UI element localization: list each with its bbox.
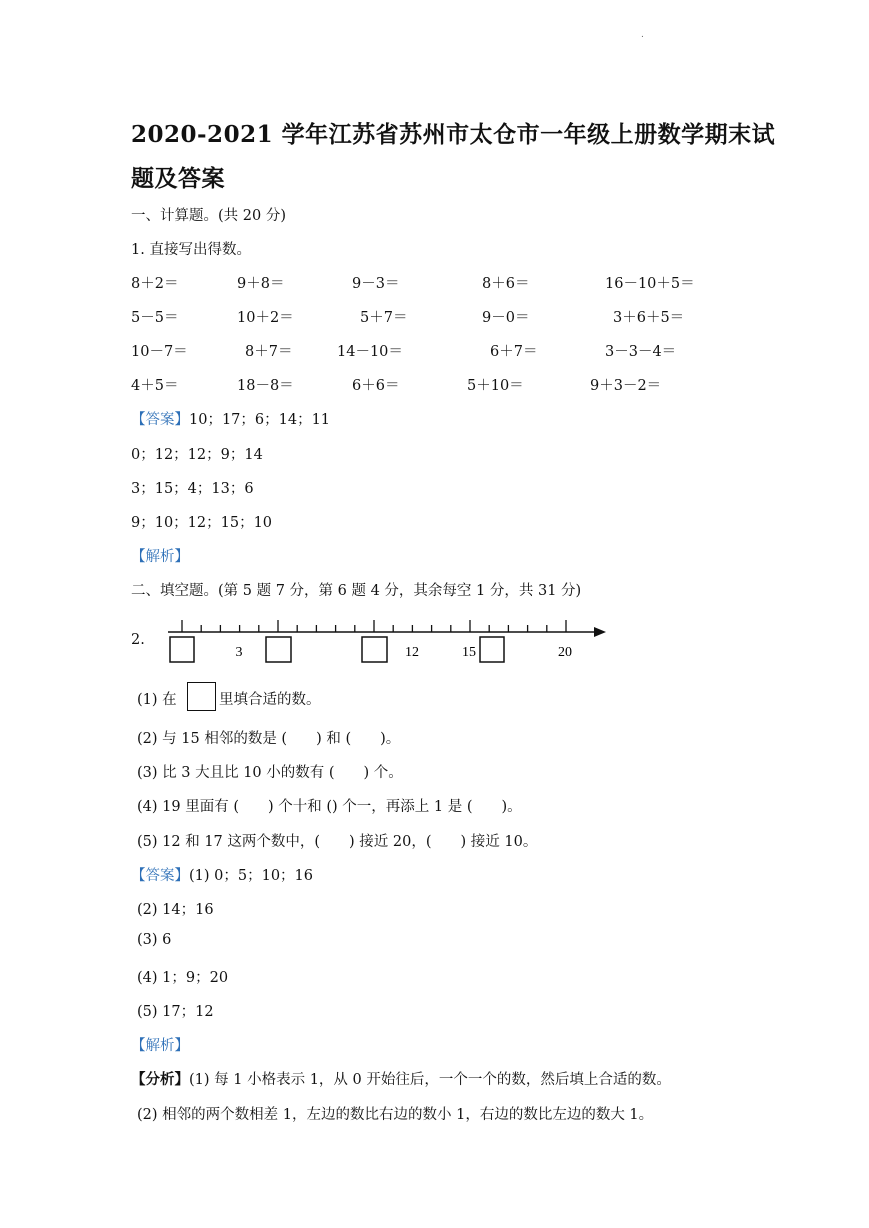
answer-2-line1 xyxy=(131,864,313,885)
analysis-tag-2: 【解析】 xyxy=(131,1038,189,1054)
answer-box xyxy=(362,637,387,662)
answer-tag: 【答案】 xyxy=(131,868,189,884)
number-line xyxy=(160,618,610,666)
calc-item: 5＋7＝ xyxy=(360,310,408,326)
calc-item: 18－8＝ xyxy=(237,378,294,394)
answer-1-line1 xyxy=(131,408,330,429)
calc-item: 9＋8＝ xyxy=(237,276,285,292)
answer-2-line3: (3) 6 xyxy=(137,932,172,948)
calc-item: 3－3－4＝ xyxy=(605,344,677,360)
number-line-arrow xyxy=(594,627,606,637)
fenxi-line1 xyxy=(131,1068,671,1089)
calc-item: 9－3＝ xyxy=(352,276,400,292)
sub1-post: 里填合适的数。 xyxy=(219,692,321,708)
sub2: (2) 与 15 相邻的数是 ( ) 和 ( )。 xyxy=(137,731,401,747)
tick-label: 3 xyxy=(235,645,243,660)
answer-box xyxy=(266,637,291,662)
answer-2-line4: (4) 1；9；20 xyxy=(137,970,229,986)
answer-text: 10；17；6；14；11 xyxy=(189,412,331,428)
sub3: (3) 比 3 大且比 10 小的数有 ( ) 个。 xyxy=(137,765,403,781)
answer-1-line2: 0；12；12；9；14 xyxy=(131,447,263,463)
analysis-tag-1: 【解析】 xyxy=(131,549,189,565)
calc-item: 6＋7＝ xyxy=(490,344,538,360)
doc-title-line2: 题及答案 xyxy=(131,165,225,192)
section1-heading: 一、计算题。(共 20 分) xyxy=(131,208,286,224)
q2-label: 2. xyxy=(131,632,145,648)
fenxi-line2: (2) 相邻的两个数相差 1，左边的数比右边的数小 1，右边的数比左边的数大 1。 xyxy=(137,1107,654,1123)
corner-mark: . xyxy=(641,30,644,40)
doc-title-line1: 2020-2021 学年江苏省苏州市太仓市一年级上册数学期末试 xyxy=(131,121,776,148)
calc-item: 10－7＝ xyxy=(131,344,188,360)
q1-label: 1. 直接写出得数。 xyxy=(131,242,251,258)
calc-item: 8＋2＝ xyxy=(131,276,179,292)
calc-item: 9＋3－2＝ xyxy=(590,378,662,394)
calc-item: 4＋5＝ xyxy=(131,378,179,394)
calc-item: 3＋6＋5＝ xyxy=(613,310,685,326)
inline-answer-box xyxy=(187,682,216,711)
tick-label: 20 xyxy=(558,645,572,660)
section2-heading: 二、填空题。(第 5 题 7 分，第 6 题 4 分，其余每空 1 分，共 31 分) xyxy=(131,583,582,599)
fenxi-tag: 【分析】 xyxy=(131,1071,189,1088)
calc-item: 10＋2＝ xyxy=(237,310,294,326)
answer-box xyxy=(170,637,194,662)
answer-2-line2: (2) 14；16 xyxy=(137,902,214,918)
calc-item: 16－10＋5＝ xyxy=(605,276,695,292)
calc-item: 8＋6＝ xyxy=(482,276,530,292)
tick-label: 15 xyxy=(462,645,476,660)
sub1-pre: (1) 在 xyxy=(137,692,177,708)
fenxi-text: (1) 每 1 小格表示 1，从 0 开始往后，一个一个的数，然后填上合适的数。 xyxy=(189,1072,671,1088)
sub5: (5) 12 和 17 这两个数中，( ) 接近 20，( ) 接近 10。 xyxy=(137,834,538,850)
calc-item: 8＋7＝ xyxy=(245,344,293,360)
calc-item: 6＋6＝ xyxy=(352,378,400,394)
answer-2-line5: (5) 17；12 xyxy=(137,1004,214,1020)
answer-1-line3: 3；15；4；13；6 xyxy=(131,481,254,497)
answer-tag: 【答案】 xyxy=(131,412,189,428)
calc-item: 9－0＝ xyxy=(482,310,530,326)
calc-item: 5＋10＝ xyxy=(467,378,524,394)
number-line-ticks xyxy=(182,620,566,632)
answer-box xyxy=(480,637,504,662)
sub4: (4) 19 里面有 ( ) 个十和 () 个一，再添上 1 是 ( )。 xyxy=(137,799,522,815)
calc-item: 14－10＝ xyxy=(337,344,403,360)
answer-1-line4: 9；10；12；15；10 xyxy=(131,515,273,531)
answer-text: (1) 0；5；10；16 xyxy=(189,868,314,884)
tick-label: 12 xyxy=(405,645,419,660)
calc-item: 5－5＝ xyxy=(131,310,179,326)
